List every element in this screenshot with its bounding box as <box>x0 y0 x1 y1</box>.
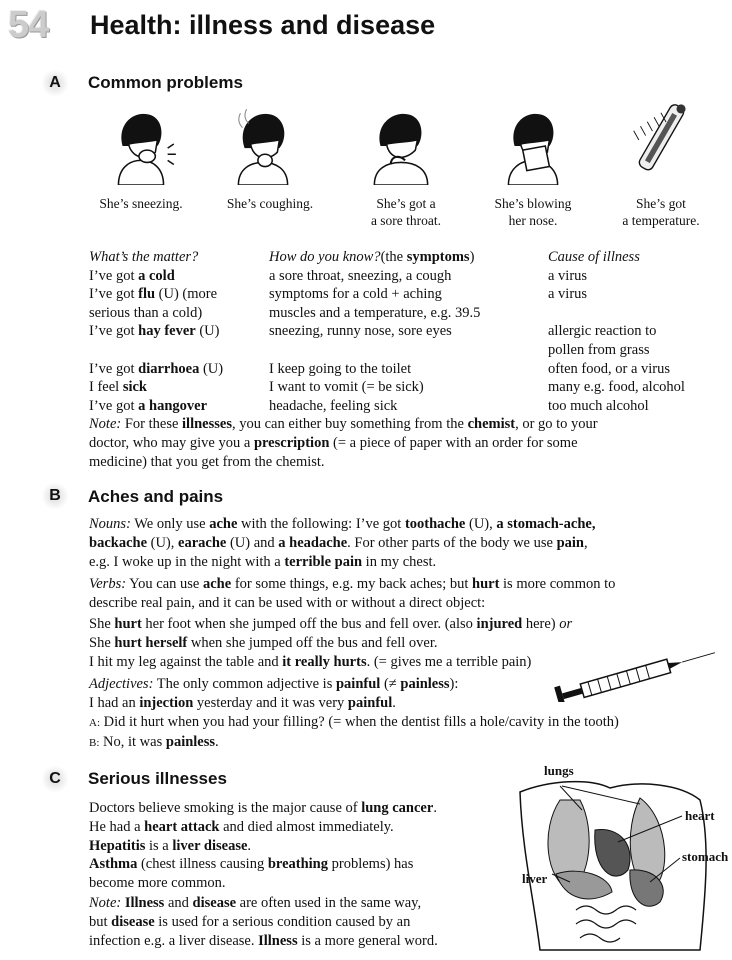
caption-sore-throat: She’s got a a sore throat. <box>370 196 442 228</box>
blowing-nose-figure-icon <box>492 103 574 185</box>
label-liver: liver <box>522 871 548 886</box>
section-b-title: Aches and pains <box>88 487 224 506</box>
section-b-letter: B <box>42 483 68 509</box>
sore-throat-figure-icon <box>360 103 442 185</box>
caption-sneezing: She’s sneezing. <box>99 196 183 211</box>
section-a-title: Common problems <box>88 73 243 92</box>
label-heart: heart <box>685 808 715 823</box>
thermometer-icon <box>620 98 702 180</box>
cause-column: Cause of illness a virus a virus allergic reaction to pollen from grass often food, or a virus many e.g. food, alcohol too much alcohol <box>548 249 685 414</box>
nouns-paragraph: Nouns: We only use ache with the following: I’ve got toothache (U), a stomach-ache, backache (U), earache (U) and a headache. For other parts of the body we use pain, e.g. I woke up in the night with a terrible pain in my chest. <box>89 516 596 570</box>
symptoms-column: How do you know?(the symptoms) a sore throat, sneezing, a cough symptoms for a cold + aching muscles and a temperature, e.g. 39.5 sneezing, runny nose, sore eyes I keep going to the toilet I want to vomit (= be sick) headache, feeling sick <box>269 249 481 414</box>
caption-temperature: She’s got a temperature. <box>622 196 700 228</box>
section-a-letter: A <box>42 70 68 96</box>
sneezing-figure-icon <box>100 103 182 185</box>
hurt-examples: She hurt her foot when she jumped off the bus and fell over. (also injured here) or She hurt herself when she jumped off the bus and fell over. I hit my leg against the table and it really hurts. (= gives me a terrible pain) <box>89 616 573 670</box>
label-lungs: lungs <box>544 763 574 778</box>
dialogue: A: Did it hurt when you had your filling? (= when the dentist fills a hole/cavity in the tooth) B: No, it was painless. <box>89 714 619 750</box>
matter-column: What’s the matter? I’ve got a cold I’ve got flu (U) (more serious than a cold) I’ve got hay fever (U) I’ve got diarrhoea (U) I feel sick I’ve got a hangover <box>89 249 224 414</box>
syringe-icon <box>540 650 720 702</box>
page-title: Health: illness and disease <box>90 10 436 40</box>
label-stomach: stomach <box>682 849 729 864</box>
section-c-letter: C <box>42 766 68 792</box>
serious-illnesses-text: Doctors believe smoking is the major cause of lung cancer. He had a heart attack and died almost immediately. Hepatitis is a liver disease. Asthma (chest illness causing breathing problems) has become more common. <box>89 800 437 892</box>
coughing-figure-icon <box>222 103 304 185</box>
unit-number: 54 <box>8 4 49 46</box>
section-a-note: Note: For these illnesses, you can either buy something from the chemist, or go to your doctor, who may give you a prescription (= a piece of paper with an order for some medicine) that you get from the chemist. <box>89 416 598 470</box>
section-c-note: Note: Illness and disease are often used in the same way, but disease is used for a serious condition caused by an infection e.g. a liver disease. Illness is a more general word. <box>89 895 438 949</box>
verbs-paragraph: Verbs: You can use ache for some things, e.g. my back aches; but hurt is more common to describe real pain, and it can be used with or without a direct object: <box>89 576 616 611</box>
adjectives-paragraph: Adjectives: The only common adjective is painful (≠ painless): I had an injection yesterday and it was very painful. <box>89 676 459 711</box>
caption-coughing: She’s coughing. <box>226 196 314 211</box>
section-c-title: Serious illnesses <box>88 769 227 788</box>
caption-blowing-nose: She’s blowing her nose. <box>494 196 572 228</box>
